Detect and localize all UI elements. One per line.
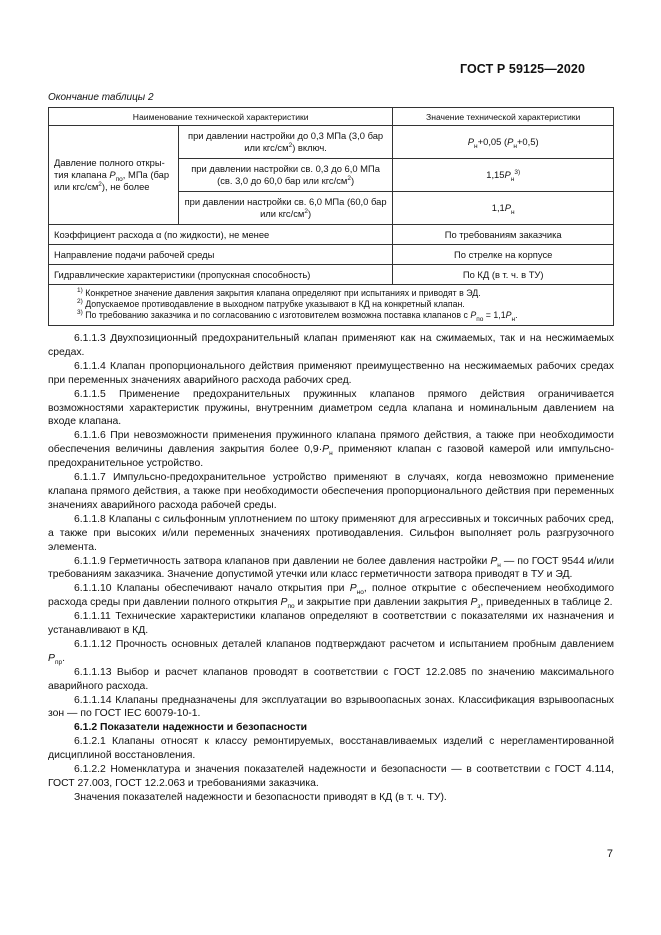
table-row (49, 225, 614, 245)
page-number: 7 (606, 848, 613, 860)
document-code: ГОСТ Р 59125—2020 (459, 62, 585, 76)
paragraph-6-1-1-14: 6.1.1.14 Клапаны предназначены для эксплуатации во взрывоопасных зонах. Классификация взрывоопасных зон — по ГОСТ IEC 60079-10-1. (48, 694, 614, 720)
row-value: По требованиям заказчика (393, 225, 614, 245)
row-name: Направление подачи рабочей среды (49, 245, 393, 265)
paragraph-6-1-1-12: 6.1.1.12 Прочность основных деталей клапанов подтверждают расчетом и испытанием пробным давлением $P_{пр}$. (48, 638, 614, 666)
table-note: $^{1)}$ Конкретное значение давления закрытия клапана определяют при испытаниях и приводят в ЭД. (77, 287, 481, 298)
paragraph-6-1-2-2: 6.1.2.2 Номенклатура и значения показателей надежности и безопасности — в соответствии с ГОСТ 4.114, ГОСТ 27.003, ГОСТ 12.2.063 и требованиями заказчика. (48, 764, 614, 789)
value-cell: $1,15P_н^{3)}$ (393, 159, 614, 192)
body-text (48, 332, 614, 805)
paragraph-6-1-1-3: 6.1.1.3 Двухпозиционный предохранительный клапан применяют как на сжимаемых, так и на несжимаемых средах. (48, 333, 614, 358)
table-row (49, 245, 614, 265)
value-cell: $P_н+0,05$ $(P_н+0,5)$ (393, 126, 614, 159)
table-caption: Окончание таблицы 2 (48, 92, 154, 103)
row-value: По стрелке на корпусе (393, 245, 614, 265)
row-name: Коэффициент расхода α (по жидкости), не менее (49, 225, 393, 245)
condition-cell: при давлении настройки св. 0,3 до 6,0 МПа (св. 3,0 до 60,0 бар или кгс/$см^2$) (178, 159, 393, 192)
paragraph-6-1-1-5: 6.1.1.5 Применение предохранительных пружинных клапанов прямого действия ограничивается возможностями характеристик пружины, внутренним диаметром седла клапана и номинальным давлением на входе клапана. (48, 388, 614, 428)
table-note: $^{3)}$ По требованию заказчика и по согласованию с изготовителем возможна поставка клапанов с $P_{по} = 1,1P_н$. (77, 309, 518, 324)
pressure-group-label: Давление полного откры-тия клапана $P_{по}$, МПа (бар или кгс/$см^2$), не более (49, 126, 179, 225)
paragraph-reliability-values: Значения показателей надежности и безопасности приводят в КД (в т. ч. ТУ). (74, 791, 447, 803)
condition-cell: при давлении настройки до 0,3 МПа (3,0 бар или кгс/$см^2$) включ. (178, 126, 393, 159)
row-value: По КД (в т. ч. в ТУ) (393, 265, 614, 285)
table-row (49, 265, 614, 285)
table-header-row (49, 108, 614, 126)
col-header-value: Значение технической характеристики (393, 108, 614, 126)
paragraph-6-1-2-1: 6.1.2.1 Клапаны относят к классу ремонтируемых, восстанавливаемых изделий с нерегламентированной дисциплиной восстановления. (48, 736, 614, 762)
table-row (49, 126, 614, 159)
paragraph-6-1-1-8: 6.1.1.8 Клапаны с сильфонным уплотнением по штоку применяют для агрессивных и токсичных рабочих сред, а также при высоких и/или переменных значениях противодавления. Сильфон выполняет роль разгрузочного элемента. (48, 513, 614, 553)
table-notes-row (49, 285, 614, 326)
paragraph-6-1-1-7: 6.1.1.7 Импульсно-предохранительное устройство применяют в случаях, когда невозможно применение клапана прямого действия, а также при необходимости обеспечения пропорционального действия при переменных значениях аварийного расхода рабочей среды. (48, 472, 614, 511)
paragraph-6-1-1-11: 6.1.1.11 Технические характеристики клапанов определяют в соответствии с показателями их назначения и устанавливают в КД. (48, 611, 614, 637)
row-name: Гидравлические характеристики (пропускная способность) (49, 265, 393, 285)
paragraph-6-1-1-4: 6.1.1.4 Клапан пропорционального действия применяют преимущественно на несжимаемых рабочих средах при переменных значениях аварийного расхода рабочих сред. (48, 360, 614, 386)
paragraph-6-1-1-9: 6.1.1.9 Герметичность затвора клапанов при давлении не более давления настройки $P_н$ — по ГОСТ 9544 и/или требованиям заказчика. Значение допустимой утечки или класс герметичности затвора приводят в ТУ и ЭД. (48, 555, 614, 581)
condition-cell: при давлении настройки св. 6,0 МПа (60,0 бар или кгс/$см^2$) (178, 192, 393, 225)
col-header-name: Наименование технической характеристики (49, 108, 393, 126)
paragraph-6-1-1-6: 6.1.1.6 При невозможности применения пружинного клапана прямого действия, а также при необходимости обеспечения величины давления закрытия более $0,9\cdot P_н$ применяют клапан с газовой камерой или импульсно-предохранительное устройство. (48, 430, 614, 470)
value-cell: $1,1P_н$ (393, 192, 614, 225)
spec-table (48, 107, 614, 326)
table-note: $^{2)}$ Допускаемое противодавление в выходном патрубке указывают в КД на конкретный клапан. (77, 298, 465, 310)
paragraph-6-1-1-10: 6.1.1.10 Клапаны обеспечивают начало открытия при $P_{но}$, полное открытие с обеспечением необходимого расхода среды при давлении полного открытия $P_{по}$ и закрытие при давлении закрытия $P_з$, приведенных в таблице 2. (48, 583, 614, 611)
paragraph-6-1-1-13: 6.1.1.13 Выбор и расчет клапанов проводят в соответствии с ГОСТ 12.2.085 по значению максимального аварийного расхода. (48, 666, 614, 692)
section-heading-6-1-2: 6.1.2 Показатели надежности и безопасности (74, 722, 308, 734)
table-notes (49, 285, 614, 326)
